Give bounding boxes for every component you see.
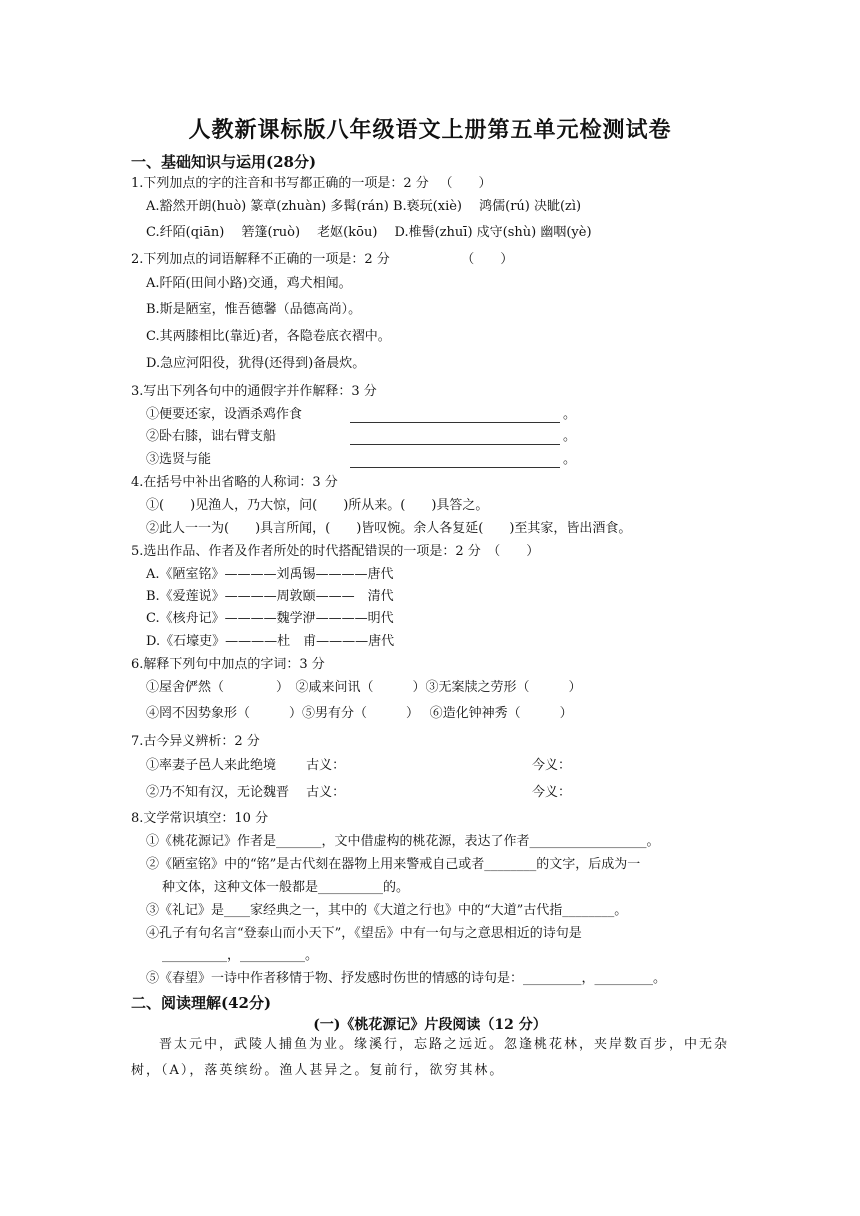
answer-blank[interactable] <box>350 428 560 445</box>
question-4-item-2: ②此人一一为( )具言所闻，( )皆叹惋。余人各复延( )至其家，皆出酒食。 <box>146 521 632 536</box>
question-8-item-4: ④孔子有句名言“登泰山而小天下”，《望岳》中有一句与之意思相近的诗句是 <box>146 926 582 941</box>
question-2-option-b: B.斯是陋室，惟吾德馨（品德高尚）。 <box>146 302 362 317</box>
section-heading-1: 一、基础知识与运用(28分) <box>131 153 317 171</box>
question-8-stem: 8.文学常识填空：10 分 <box>131 811 269 826</box>
question-6-items-1: ①屋舍俨然（ ） ②咸来问讯（ ）③无案牍之劳形（ ） <box>146 680 582 695</box>
question-3-stem: 3.写出下列各句中的通假字并作解释：3 分 <box>131 384 377 399</box>
period-mark: 。 <box>563 452 577 467</box>
answer-blank[interactable] <box>350 406 560 423</box>
section-heading-2: 二、阅读理解(42分) <box>131 994 272 1012</box>
question-8-item-2-cont: 种文体，这种文体一般都是__________的。 <box>162 880 410 895</box>
question-5-option-c: C.《核舟记》————魏学洢————明代 <box>146 611 394 626</box>
question-7-item-2-modern: 今义： <box>532 785 572 800</box>
page-title: 人教新课标版八年级语文上册第五单元检测试卷 <box>188 117 672 143</box>
question-2-option-c: C.其两膝相比(靠近)者，各隐卷底衣褶中。 <box>146 329 391 344</box>
question-8-item-3: ③《礼记》是____家经典之一，其中的《大道之行也》中的“大道”古代指________。 <box>146 903 628 918</box>
question-3-item-1: ①便要还家，设酒杀鸡作食 <box>146 407 303 422</box>
question-2-stem: 2.下列加点的词语解释不正确的一项是：2 分 （ ） <box>131 252 514 267</box>
question-8-item-1: ①《桃花源记》作者是_______，文中借虚构的桃花源，表达了作者__________________。 <box>146 834 660 849</box>
question-1-options-cd: C.纤陌(qiān) 箬篷(ruò) 老妪(kōu) D.椎髻(zhuī) 戍守(shù) 幽咽(yè) <box>146 225 592 240</box>
question-4-item-1: ①( )见渔人，乃大惊，问( )所从来。( )具答之。 <box>146 498 489 513</box>
question-6-items-2: ④罔不因势象形（ ）⑤男有分（ ） ⑥造化钟神秀（ ） <box>146 706 573 721</box>
question-1-stem: 1.下列加点的字的注音和书写都正确的一项是：2 分 （ ） <box>131 176 492 191</box>
question-5-option-d: D.《石壕吏》————杜 甫————唐代 <box>146 634 395 649</box>
question-2-option-a: A.阡陌(田间小路)交通，鸡犬相闻。 <box>146 276 352 291</box>
question-2-option-d: D.急应河阳役，犹得(还得到)备晨炊。 <box>146 356 366 371</box>
question-6-stem: 6.解释下列句中加点的字词：3 分 <box>131 657 325 672</box>
question-1-options-ab: A.豁然开朗(huò) 篆章(zhuàn) 多髯(rán) B.亵玩(xiè) 鸿儒(rú) 决眦(zì) <box>146 199 582 214</box>
period-mark: 。 <box>563 429 577 444</box>
period-mark: 。 <box>563 407 577 422</box>
question-4-stem: 4.在括号中补出省略的人称词：3 分 <box>131 475 338 490</box>
question-7-stem: 7.古今异义辨析：2 分 <box>131 734 260 749</box>
question-5-option-a: A.《陋室铭》————刘禹锡————唐代 <box>146 567 394 582</box>
question-7-item-1: ①率妻子邑人来此绝境 古义： <box>146 758 346 773</box>
question-7-item-2: ②乃不知有汉，无论魏晋 古义： <box>146 785 346 800</box>
question-5-stem: 5.选出作品、作者及作者所处的时代搭配错误的一项是：2 分 （ ） <box>131 544 540 559</box>
question-5-option-b: B.《爱莲说》————周敦颐——— 清代 <box>146 589 394 604</box>
question-3-item-3: ③选贤与能 <box>146 452 212 467</box>
answer-blank[interactable] <box>350 451 560 468</box>
question-8-item-4-cont: __________，__________。 <box>162 948 319 963</box>
reading-1-passage: 晋太元中，武陵人捕鱼为业。缘溪行，忘路之远近。忽逢桃花林，夹岸数百步，中无杂树，（A），落英缤纷。渔人甚异之。复前行，欲穷其林。 <box>131 1037 730 1078</box>
question-7-item-1-modern: 今义： <box>532 758 572 773</box>
question-8-item-5: ⑤《春望》一诗中作者移情于物、抒发感时伤世的情感的诗句是：_________，_________。 <box>146 971 667 986</box>
question-8-item-2: ②《陋室铭》中的“铭”是古代刻在器物上用来警戒自己或者________的文字，后成为一 <box>146 857 641 872</box>
question-3-item-2: ②卧右膝，诎右臂支船 <box>146 429 277 444</box>
reading-1-title: (一)《桃花源记》片段阅读（12 分） <box>313 1017 547 1033</box>
